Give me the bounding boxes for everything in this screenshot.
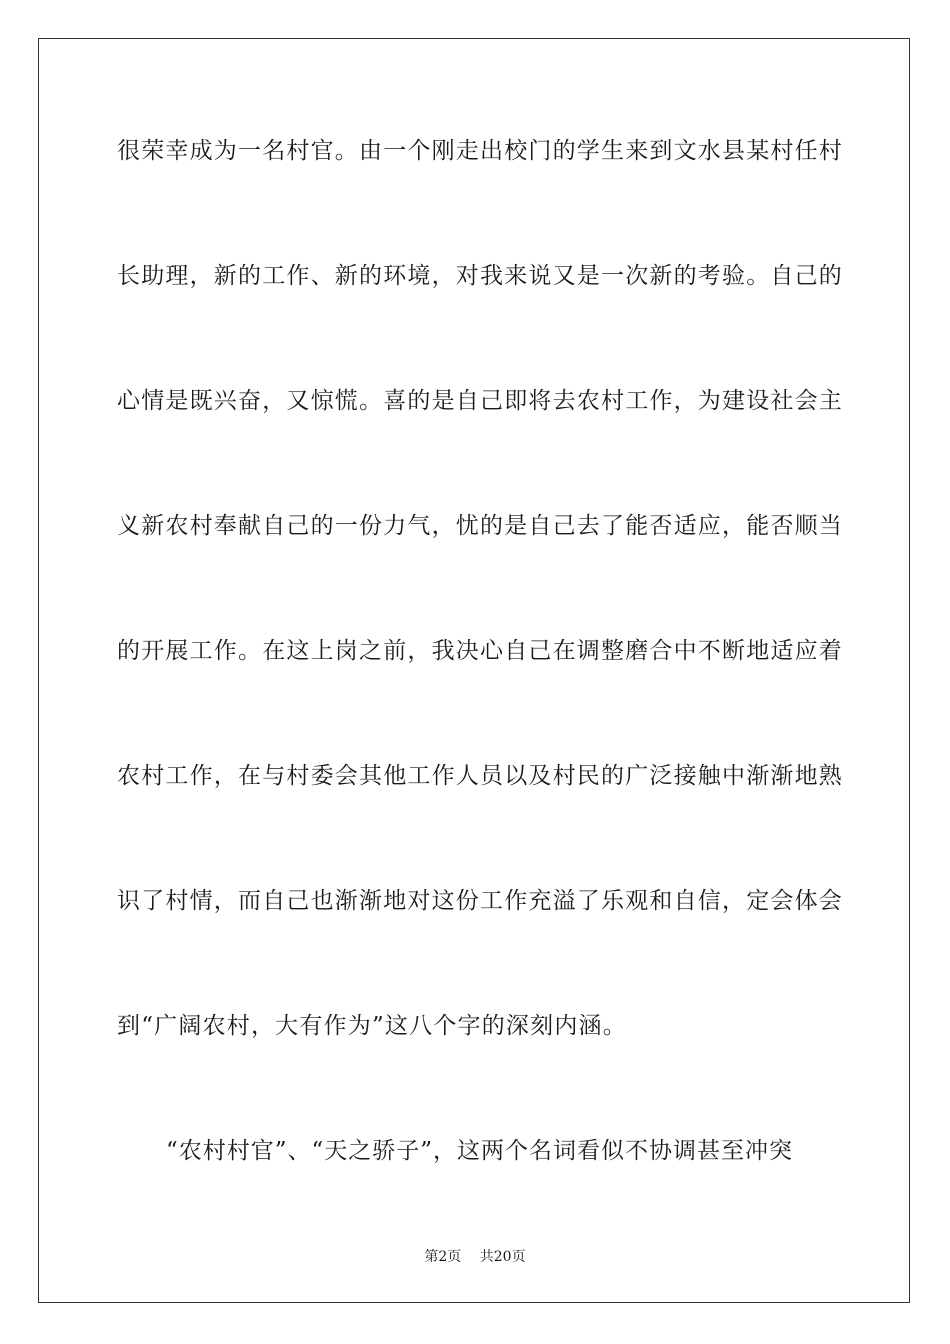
body-text-line: 心情是既兴奋，又惊慌。喜的是自己即将去农村工作，为建设社会主	[117, 388, 843, 414]
page-number: 第2页	[424, 1249, 462, 1265]
page-border	[38, 38, 910, 1303]
page-total: 共20页	[479, 1249, 526, 1265]
body-text-line: 很荣幸成为一名村官。由一个刚走出校门的学生来到文水县某村任村	[117, 138, 843, 164]
body-text-line: “农村村官”、“天之骄子”，这两个名词看似不协调甚至冲突	[166, 1138, 794, 1164]
body-text-line: 识了村情，而自己也渐渐地对这份工作充溢了乐观和自信，定会体会	[117, 888, 843, 914]
body-text-line: 的开展工作。在这上岗之前，我决心自己在调整磨合中不断地适应着	[117, 638, 843, 664]
body-text-line: 农村工作，在与村委会其他工作人员以及村民的广泛接触中渐渐地熟	[117, 763, 843, 789]
body-text-line: 长助理，新的工作、新的环境，对我来说又是一次新的考验。自己的	[117, 263, 843, 289]
body-text-line: 义新农村奉献自己的一份力气，忧的是自己去了能否适应，能否顺当	[117, 513, 843, 539]
body-text-line: 到“广阔农村，大有作为”这八个字的深刻内涵。	[117, 1013, 627, 1039]
page-footer	[0, 1248, 950, 1266]
